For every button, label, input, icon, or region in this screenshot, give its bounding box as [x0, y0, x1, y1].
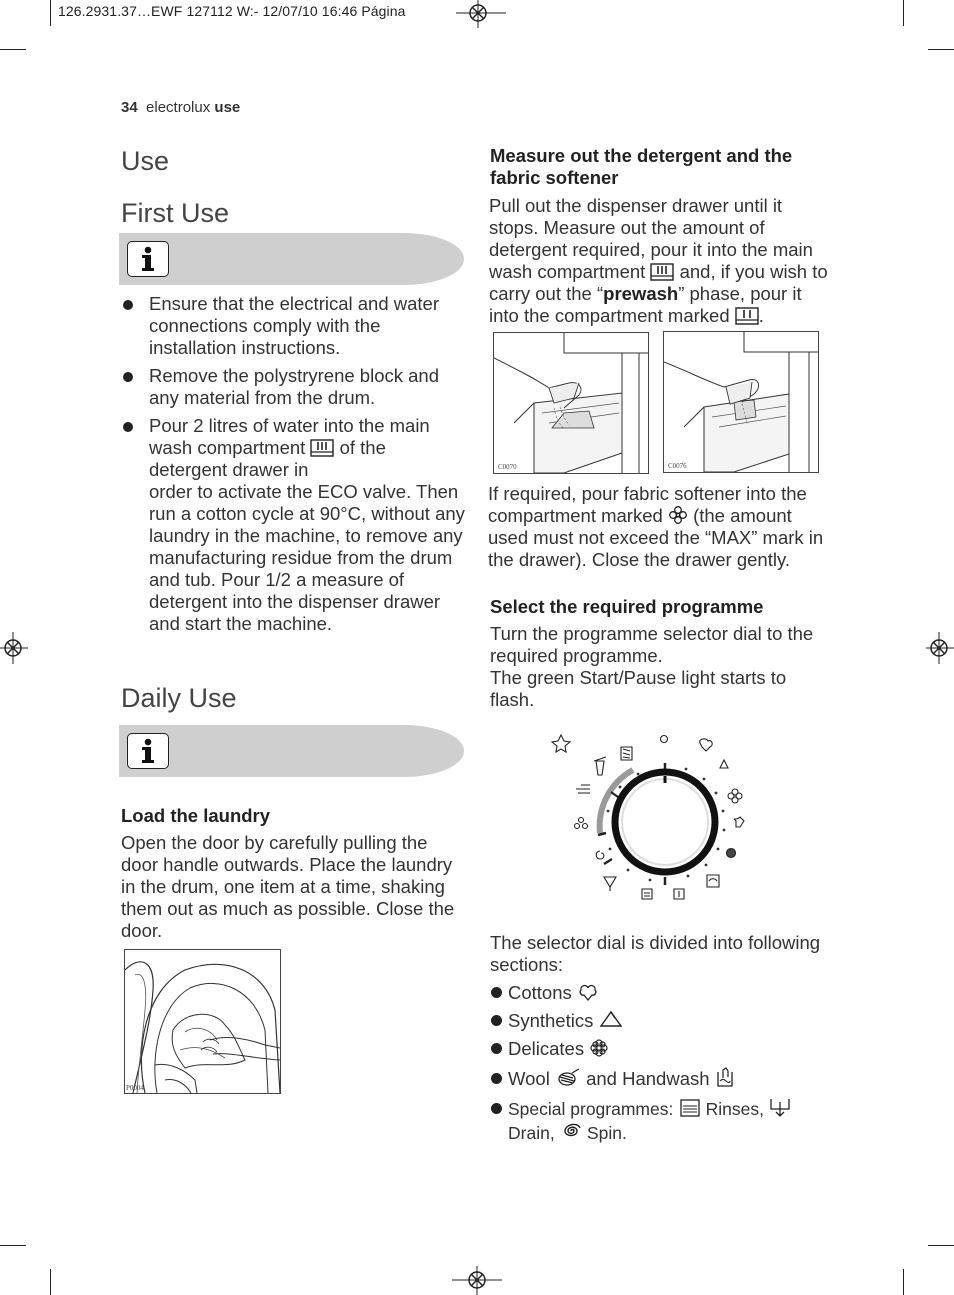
registration-mark-top [456, 0, 506, 28]
softener-flower-icon [668, 505, 688, 525]
print-slug: 126.2931.37…EWF 127112 W:- 12/07/10 16:46 Página [58, 3, 406, 19]
info-icon [127, 733, 169, 769]
list-item: Remove the polystryrene block and any material from the drum. [121, 365, 466, 409]
figure-code: P0004 [126, 1084, 144, 1092]
measure-heading: Measure out the detergent and the fabric softener [490, 145, 793, 188]
main-wash-compartment-icon [650, 263, 674, 281]
delicates-icon [589, 1038, 609, 1058]
measure-text: Pull out the dispenser drawer until it stops. Measure out the amount of detergent required, pour it into the main wash compartment and, if you wish to carry out the “prewash” phase, pour it into the compartment marked . [489, 195, 828, 326]
list-item: Pour 2 litres of water into the main wash compartment of the detergent drawer in order to activate the ECO valve. Then run a cotton cycle at 90°C, without any laundry in the machine, to remove any manufacturing residue from the drum and tub. Pour 1/2 a measure of detergent into the dispenser drawer and start the machine. [121, 415, 466, 635]
title-first-use: First Use [121, 198, 229, 228]
drain-icon [769, 1096, 791, 1118]
registration-mark-left [0, 630, 28, 666]
spin-icon [560, 1120, 582, 1142]
registration-mark-bottom [452, 1266, 502, 1295]
list-item: Wool and Handwash [491, 1066, 836, 1090]
dial-sections-list [491, 982, 836, 1150]
section-name: use [214, 99, 241, 116]
info-bar-first-use [119, 233, 464, 285]
programme-selector-dial [548, 727, 768, 907]
load-laundry-illustration [124, 949, 281, 1094]
info-bar-daily-use [119, 725, 464, 777]
cottons-icon [577, 982, 599, 1002]
list-item: Cottons [491, 982, 836, 1004]
synthetics-icon [599, 1010, 623, 1030]
load-laundry-text: Open the door by carefully pulling the door handle outwards. Place the laundry in the drum, one item at a time, shaking them out as much as possible. Close the door. [121, 832, 455, 941]
select-programme-heading: Select the required programme [490, 596, 764, 617]
wool-icon [555, 1068, 581, 1088]
list-item: Delicates [491, 1038, 836, 1060]
load-laundry-heading: Load the laundry [121, 805, 271, 826]
info-icon [127, 241, 169, 277]
title-daily-use: Daily Use [121, 683, 237, 713]
rinses-icon [679, 1098, 701, 1118]
dispenser-illustration-2 [663, 331, 819, 473]
handwash-icon [715, 1066, 735, 1088]
list-item: Ensure that the electrical and water connections comply with the installation instructions. [121, 293, 466, 359]
main-wash-compartment-icon [310, 439, 334, 457]
list-item: Special programmes: Rinses, Drain, Spin. [491, 1096, 836, 1144]
brand-name: electrolux [146, 99, 211, 116]
title-use: Use [121, 146, 170, 176]
registration-mark-right [926, 630, 954, 666]
select-programme-text: Turn the programme selector dial to the required programme. The green Start/Pause light starts to flash. [490, 623, 814, 710]
prewash-compartment-icon [735, 307, 759, 325]
first-use-bullets [121, 293, 466, 641]
list-item: Synthetics [491, 1010, 836, 1032]
figure-code: C0070 [498, 463, 517, 471]
dispenser-illustration-1 [493, 332, 649, 474]
page-number: 34 [121, 99, 138, 116]
page-header [121, 99, 240, 116]
softener-text: If required, pour fabric softener into the compartment marked (the amount used must not exceed the “MAX” mark in the drawer). Close the drawer gently. [488, 483, 824, 570]
selector-intro: The selector dial is divided into following sections: [490, 932, 821, 975]
figure-code: C0076 [668, 462, 687, 470]
